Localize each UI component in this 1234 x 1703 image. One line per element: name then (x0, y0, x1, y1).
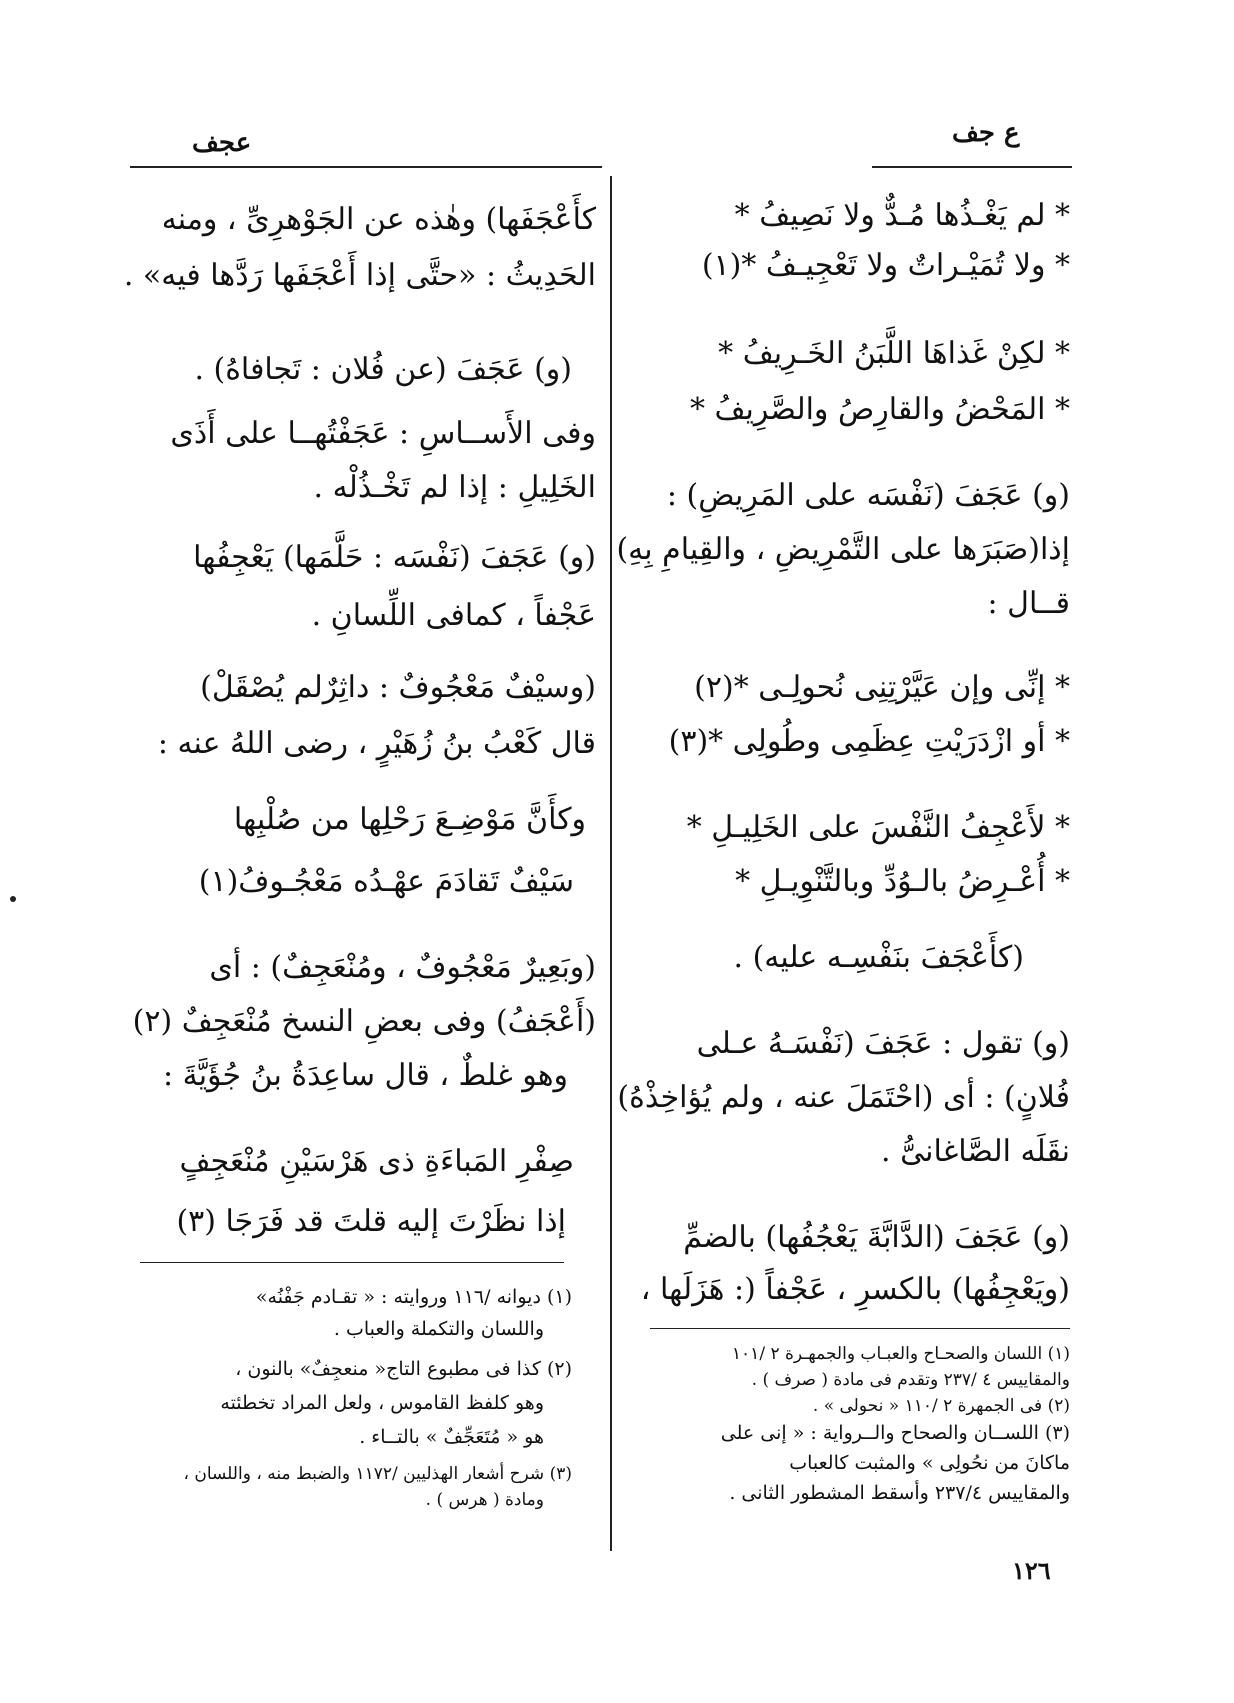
footnote-rule-right (650, 1328, 1070, 1329)
text-line: (و) تقول : عَجَفَ (نَفْسَـهُ عـلى (696, 1026, 1070, 1061)
verse-line: * لم يَغْـذُها مُـدٌّ ولا نَصِيفُ * (734, 198, 1070, 233)
text-line: (ويَعْجِفُها) بالكسرِ ، عَجْفاً (: هَزَلَها ، (640, 1272, 1070, 1307)
verse-line: سَيْفٌ تَقادَمَ عهْـدُه مَعْجُـوفُ(١) (198, 864, 574, 899)
text-line: (أَعْجَفُ) وفى بعضِ النسخ مُنْعَجِفٌ (٢) (132, 1004, 596, 1039)
text-line: (و) عَجَفَ (نَفْسَه : حَلَّمَها) يَعْجِفُها (193, 540, 596, 575)
text-line: نقَلَه الصَّاغانىُّ . (881, 1134, 1070, 1169)
text-line: وفى الأَســاسِ : عَجَفْتُهــا على أَذَى (170, 416, 596, 451)
footnote-line: (١) ديوانه /١١٦ وروايته : « تقـادم جَفْنُه» (255, 1286, 572, 1308)
verse-line: * أو ازْدَرَيْتِ عِظَمِى وطُولِى *(٣) (668, 724, 1070, 759)
footnote-line: (١) اللسان والصحـاح والعبـاب والجمهـرة ٢ /١٠١ (731, 1344, 1070, 1364)
text-line: وهو غلطٌ ، قال ساعِدَةُ بنُ جُؤَيَّةَ : (162, 1058, 568, 1093)
verse-line: * إنِّى وإن عَيَّرْتِنِى نُحولِـى *(٢) (694, 670, 1070, 705)
text-line: قــال : (987, 586, 1070, 621)
verse-line: * لكِنْ غَذاهَا اللَّبَنُ الخَـرِيفُ * (718, 336, 1070, 371)
footnote-line: (٢) فى الجمهرة ٢ /١١٠ « نحولى » . (812, 1396, 1070, 1416)
header-rule-left (130, 166, 602, 168)
footnote-line: هو « مُتَعَجِّفٌ » بالتــاء . (359, 1426, 544, 1448)
text-line: (وبَعِيرٌ مَعْجُوفٌ ، ومُنْعَجِفٌ) : أى (209, 950, 596, 985)
column-divider (610, 176, 612, 1551)
text-line: (كأَعْجَفَ بنَفْسِـه عليه) . (733, 940, 1024, 975)
text-line: كأَعْجَفَها) وهٰذه عن الجَوْهرِىِّ ، ومنه (161, 202, 596, 237)
text-line: (و) عَجَفَ (عن فُلان : تَجافاهُ) . (194, 352, 572, 387)
header-root-right: ع جف (952, 118, 1020, 148)
text-line: إذا(صَبَرَها على التَّمْرِيضِ ، والقِيامِ بِهِ) (616, 532, 1070, 567)
footnote-line: ماكانَ من نحُولِى » والمثبت كالعباب (789, 1452, 1070, 1474)
footnote-line: والمقاييس ٢٣٧/٤ وأسقط المشطور الثانى . (729, 1482, 1070, 1504)
verse-line: إذا نظَرْتَ إليه قلتَ قد فَرَجَا (٣) (176, 1204, 566, 1239)
verse-line: صِفْرِ المَباءَةِ ذى هَرْسَيْنِ مُنْعَجِفٍ (179, 1144, 574, 1179)
text-line: (و) عَجَفَ (الدَّابَّةَ يَعْجُفُها) بالضمِّ (683, 1220, 1070, 1255)
footnote-line: ومادة ( هرس ) . (425, 1490, 544, 1510)
text-line: فُلانٍ) : أى (احْتَمَلَ عنه ، ولم يُؤاخِذْهُ) (617, 1080, 1070, 1115)
text-line: عَجْفاً ، كمافى اللِّسانِ . (311, 598, 596, 633)
text-line: الحَدِيثُ : «حتَّى إذا أَعْجَفَها رَدَّها فيه» . (123, 258, 596, 293)
page-number: ١٢٦ (1012, 1556, 1051, 1585)
verse-line: وكأَنَّ مَوْضِـعَ رَحْلِها من صُلْبِها (233, 802, 586, 837)
text-line: قال كَعْبُ بنُ زُهَيْرٍ ، رضى اللهُ عنه : (157, 726, 596, 761)
footnote-rule-left (140, 1262, 564, 1263)
text-line: (وسيْفٌ مَعْجُوفٌ : داثِرٌلم يُصْقَلْ) (200, 670, 596, 705)
text-line: (و) عَجَفَ (نَفْسَه على المَرِيضِ) : (666, 478, 1070, 513)
footnote-line: واللسان والتكملة والعباب . (333, 1318, 544, 1340)
text-line: الخَلِيلِ : إذا لم تَخْـذُلْه . (313, 470, 596, 505)
footnote-line: (٢) كذا فى مطبوع التاج« منعجِفٌ» بالنون ، (235, 1358, 572, 1380)
verse-line: * ولا تُمَيْـراتٌ ولا تَعْجِيـفُ *(١) (701, 248, 1070, 283)
header-rule-right (872, 166, 1072, 168)
header-root-left: عجف (192, 128, 252, 158)
verse-line: * أُعْـرِضُ بالـوُدِّ وبالتَّنْوِيـلِ * (735, 864, 1070, 899)
footnote-line: (٣) شرح أشعار الهذليين /١١٧٢ والضبط منه ، واللسان ، (183, 1464, 572, 1484)
footnote-line: (٣) اللســان والصحاح والــرواية : « إنى على (720, 1422, 1070, 1444)
footnote-line: والمقاييس ٤ /٢٣٧ وتقدم فى مادة ( صرف ) . (751, 1370, 1070, 1390)
verse-line: * لأَعْجِفُ النَّفْسَ على الخَلِيـلِ * (686, 810, 1070, 845)
footnote-line: وهو كلفظ القاموس ، ولعل المراد تخطئته (220, 1392, 544, 1414)
scan-speck (10, 896, 16, 902)
verse-line: * المَحْضُ والقارِصُ والصَّرِيفُ * (689, 392, 1070, 427)
